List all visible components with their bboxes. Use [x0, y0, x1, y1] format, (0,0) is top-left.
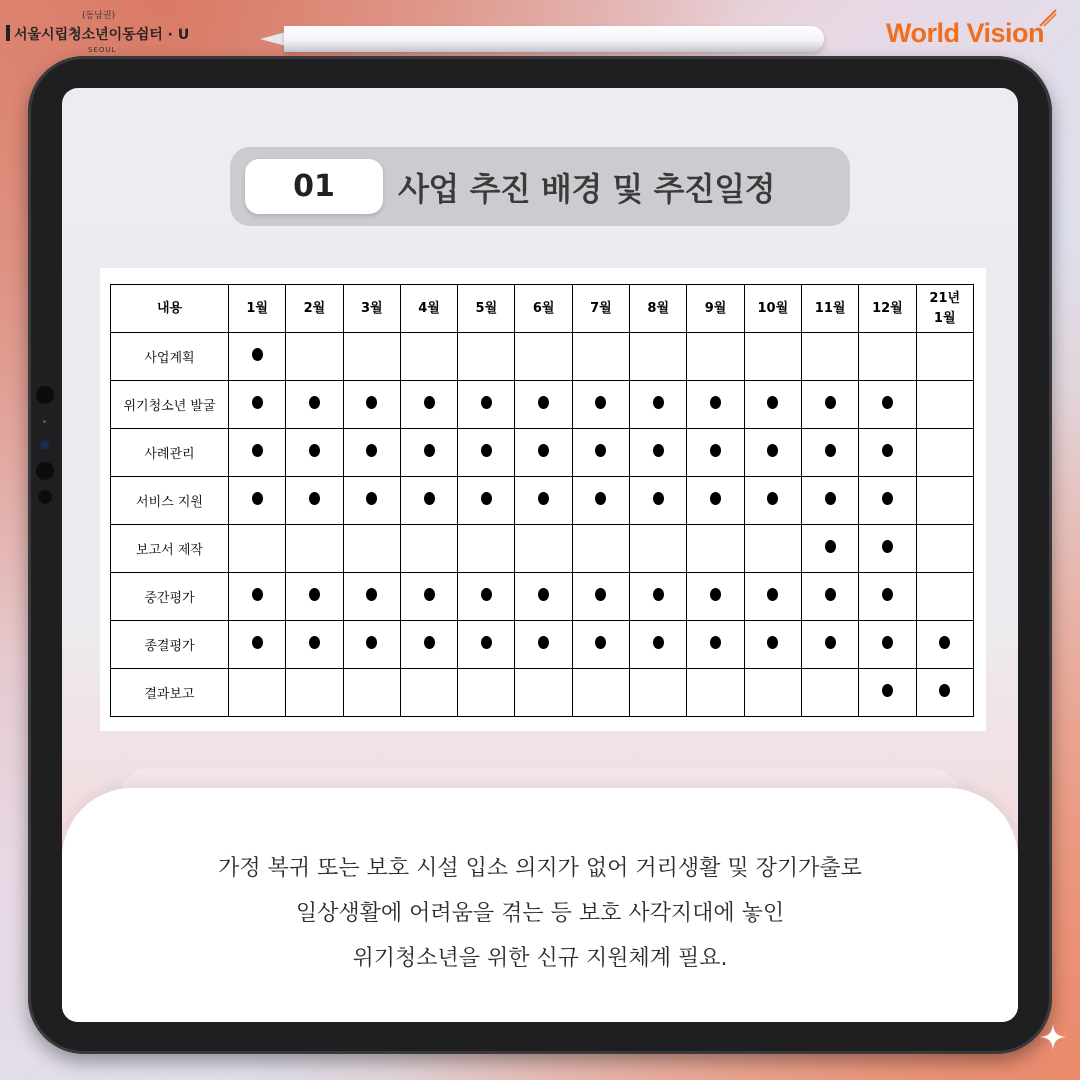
schedule-cell — [400, 429, 457, 477]
schedule-cell — [916, 333, 973, 381]
schedule-dot-icon — [366, 492, 377, 505]
world-vision-logo: World Vision — [886, 18, 1045, 48]
org-logo-text: 서울시립청소년이동쉼터 · U — [14, 27, 190, 43]
schedule-cell — [572, 333, 629, 381]
org-logo-sub: (동남권) — [82, 11, 116, 21]
schedule-cell — [744, 381, 801, 429]
row-label: 결과보고 — [111, 669, 229, 717]
schedule-dot-icon — [481, 636, 492, 649]
header-month: 3월 — [343, 285, 400, 333]
schedule-cell — [229, 381, 286, 429]
org-logo-seoul: SEOUL — [88, 46, 117, 54]
schedule-dot-icon — [309, 636, 320, 649]
schedule-cell — [343, 429, 400, 477]
schedule-cell — [687, 429, 744, 477]
schedule-dot-icon — [882, 444, 893, 457]
stylus-pencil — [260, 26, 825, 52]
schedule-cell — [286, 621, 343, 669]
org-logo-mark — [6, 25, 10, 41]
schedule-cell — [286, 573, 343, 621]
schedule-cell — [458, 525, 515, 573]
schedule-dot-icon — [710, 636, 721, 649]
schedule-cell — [687, 573, 744, 621]
schedule-cell — [916, 621, 973, 669]
schedule-cell — [630, 381, 687, 429]
schedule-cell — [744, 525, 801, 573]
schedule-cell — [343, 669, 400, 717]
schedule-dot-icon — [309, 492, 320, 505]
schedule-cell — [687, 477, 744, 525]
schedule-cell — [859, 477, 916, 525]
schedule-cell — [286, 477, 343, 525]
schedule-cell — [515, 525, 572, 573]
schedule-cell — [687, 333, 744, 381]
schedule-dot-icon — [767, 444, 778, 457]
table-row — [111, 621, 974, 669]
description-text — [62, 846, 1018, 981]
schedule-cell — [515, 573, 572, 621]
schedule-cell — [343, 525, 400, 573]
schedule-cell — [572, 429, 629, 477]
schedule-cell — [859, 333, 916, 381]
table-row — [111, 333, 974, 381]
schedule-cell — [916, 669, 973, 717]
schedule-cell — [343, 381, 400, 429]
schedule-cell — [400, 621, 457, 669]
schedule-dot-icon — [825, 636, 836, 649]
schedule-dot-icon — [309, 588, 320, 601]
schedule-cell — [400, 381, 457, 429]
schedule-cell — [630, 477, 687, 525]
section-number: 01 — [245, 159, 383, 214]
schedule-cell — [515, 477, 572, 525]
schedule-cell — [343, 333, 400, 381]
schedule-cell — [400, 477, 457, 525]
schedule-dot-icon — [825, 396, 836, 409]
schedule-cell — [744, 333, 801, 381]
schedule-dot-icon — [825, 540, 836, 553]
schedule-dot-icon — [767, 492, 778, 505]
row-label: 서비스 지원 — [111, 477, 229, 525]
header-month: 7월 — [572, 285, 629, 333]
schedule-cell — [458, 381, 515, 429]
schedule-dot-icon — [710, 492, 721, 505]
schedule-dot-icon — [252, 348, 263, 361]
schedule-cell — [572, 669, 629, 717]
schedule-cell — [515, 381, 572, 429]
schedule-dot-icon — [767, 588, 778, 601]
schedule-dot-icon — [252, 396, 263, 409]
schedule-cell — [572, 525, 629, 573]
schedule-dot-icon — [481, 492, 492, 505]
schedule-dot-icon — [366, 444, 377, 457]
schedule-cell — [630, 669, 687, 717]
row-label: 보고서 제작 — [111, 525, 229, 573]
schedule-dot-icon — [882, 492, 893, 505]
schedule-cell — [801, 621, 858, 669]
schedule-cell — [229, 525, 286, 573]
schedule-cell — [286, 525, 343, 573]
schedule-dot-icon — [252, 444, 263, 457]
schedule-dot-icon — [252, 636, 263, 649]
row-label: 사례관리 — [111, 429, 229, 477]
schedule-dot-icon — [825, 492, 836, 505]
schedule-cell — [801, 333, 858, 381]
schedule-cell — [916, 573, 973, 621]
schedule-dot-icon — [710, 588, 721, 601]
brand-spark-icon — [1038, 8, 1058, 28]
schedule-cell — [687, 381, 744, 429]
schedule-cell — [286, 669, 343, 717]
schedule-cell — [572, 477, 629, 525]
schedule-cell — [801, 429, 858, 477]
header-month: 12월 — [859, 285, 916, 333]
schedule-dot-icon — [481, 588, 492, 601]
table-header-row — [111, 285, 974, 333]
table-row — [111, 477, 974, 525]
schedule-cell — [572, 381, 629, 429]
row-label: 사업계획 — [111, 333, 229, 381]
header-month: 9월 — [687, 285, 744, 333]
schedule-cell — [515, 621, 572, 669]
stylus-tip — [260, 32, 286, 46]
schedule-dot-icon — [595, 444, 606, 457]
schedule-cell — [515, 669, 572, 717]
side-button-icon — [38, 490, 52, 504]
schedule-cell — [916, 525, 973, 573]
schedule-cell — [286, 429, 343, 477]
schedule-cell — [801, 525, 858, 573]
schedule-cell — [515, 333, 572, 381]
row-label: 종결평가 — [111, 621, 229, 669]
schedule-dot-icon — [252, 588, 263, 601]
header-month: 10월 — [744, 285, 801, 333]
schedule-dot-icon — [595, 588, 606, 601]
schedule-cell — [859, 429, 916, 477]
schedule-dot-icon — [252, 492, 263, 505]
side-button-icon — [36, 462, 54, 480]
schedule-cell — [744, 477, 801, 525]
schedule-cell — [400, 525, 457, 573]
header-month: 11월 — [801, 285, 858, 333]
row-label: 중간평가 — [111, 573, 229, 621]
schedule-dot-icon — [538, 636, 549, 649]
header-content: 내용 — [111, 285, 229, 333]
schedule-dot-icon — [882, 636, 893, 649]
schedule-dot-icon — [309, 396, 320, 409]
schedule-cell — [744, 621, 801, 669]
schedule-dot-icon — [424, 444, 435, 457]
schedule-cell — [687, 669, 744, 717]
schedule-dot-icon — [595, 492, 606, 505]
schedule-cell — [515, 429, 572, 477]
schedule-dot-icon — [882, 540, 893, 553]
schedule-cell — [801, 477, 858, 525]
schedule-dot-icon — [595, 636, 606, 649]
header-month: 6월 — [515, 285, 572, 333]
schedule-cell — [744, 669, 801, 717]
schedule-cell — [286, 333, 343, 381]
schedule-cell — [286, 381, 343, 429]
header-month: 8월 — [630, 285, 687, 333]
schedule-cell — [229, 429, 286, 477]
schedule-cell — [630, 525, 687, 573]
schedule-cell — [801, 381, 858, 429]
schedule-cell — [859, 621, 916, 669]
schedule-cell — [687, 621, 744, 669]
description-line: 가정 복귀 또는 보호 시설 입소 의지가 없어 거리생활 및 장기가출로 — [218, 856, 862, 881]
schedule-dot-icon — [939, 684, 950, 697]
schedule-dot-icon — [424, 492, 435, 505]
schedule-dot-icon — [882, 684, 893, 697]
schedule-dot-icon — [710, 396, 721, 409]
description-line: 일상생활에 어려움을 겪는 등 보호 사각지대에 놓인 — [295, 901, 785, 926]
header-month: 1월 — [229, 285, 286, 333]
schedule-cell — [458, 477, 515, 525]
side-button-icon — [40, 440, 50, 450]
schedule-dot-icon — [538, 588, 549, 601]
header-month: 4월 — [400, 285, 457, 333]
schedule-cell — [744, 573, 801, 621]
schedule-cell — [229, 477, 286, 525]
schedule-cell — [916, 477, 973, 525]
schedule-dot-icon — [825, 588, 836, 601]
schedule-cell — [859, 381, 916, 429]
section-title: 사업 추진 배경 및 추진일정 — [398, 169, 776, 208]
table-row — [111, 573, 974, 621]
table-row — [111, 429, 974, 477]
schedule-dot-icon — [366, 636, 377, 649]
schedule-dot-icon — [653, 492, 664, 505]
schedule-cell — [687, 525, 744, 573]
schedule-dot-icon — [767, 396, 778, 409]
schedule-dot-icon — [882, 588, 893, 601]
schedule-cell — [630, 429, 687, 477]
schedule-cell — [630, 621, 687, 669]
schedule-cell — [458, 669, 515, 717]
schedule-dot-icon — [767, 636, 778, 649]
schedule-table-card — [100, 268, 986, 731]
header-month: 2월 — [286, 285, 343, 333]
schedule-cell — [801, 669, 858, 717]
schedule-dot-icon — [366, 396, 377, 409]
schedule-cell — [859, 669, 916, 717]
org-logo-name — [6, 24, 189, 44]
schedule-cell — [572, 621, 629, 669]
header-month: 5월 — [458, 285, 515, 333]
schedule-cell — [229, 333, 286, 381]
schedule-cell — [916, 429, 973, 477]
sparkle-icon — [1040, 1024, 1066, 1050]
table-row — [111, 525, 974, 573]
schedule-dot-icon — [653, 444, 664, 457]
schedule-dot-icon — [825, 444, 836, 457]
schedule-dot-icon — [366, 588, 377, 601]
schedule-dot-icon — [653, 636, 664, 649]
side-button-icon — [36, 386, 54, 404]
table-row — [111, 669, 974, 717]
schedule-dot-icon — [882, 396, 893, 409]
schedule-cell — [458, 621, 515, 669]
schedule-cell — [859, 525, 916, 573]
schedule-dot-icon — [538, 444, 549, 457]
schedule-dot-icon — [653, 588, 664, 601]
schedule-cell — [630, 573, 687, 621]
schedule-cell — [229, 573, 286, 621]
side-dot-icon — [43, 420, 46, 423]
schedule-cell — [859, 573, 916, 621]
schedule-cell — [458, 573, 515, 621]
schedule-dot-icon — [538, 396, 549, 409]
description-line: 위기청소년을 위한 신규 지원체계 필요. — [352, 946, 728, 971]
schedule-cell — [916, 381, 973, 429]
schedule-cell — [572, 573, 629, 621]
schedule-dot-icon — [710, 444, 721, 457]
tablet-screen — [62, 88, 1018, 1022]
schedule-dot-icon — [653, 396, 664, 409]
schedule-cell — [458, 429, 515, 477]
schedule-cell — [458, 333, 515, 381]
schedule-cell — [801, 573, 858, 621]
schedule-dot-icon — [595, 396, 606, 409]
schedule-dot-icon — [424, 636, 435, 649]
table-row — [111, 381, 974, 429]
schedule-table — [110, 284, 974, 717]
schedule-dot-icon — [424, 396, 435, 409]
schedule-dot-icon — [309, 444, 320, 457]
schedule-cell — [343, 621, 400, 669]
schedule-dot-icon — [538, 492, 549, 505]
schedule-dot-icon — [939, 636, 950, 649]
stylus-body — [284, 26, 824, 52]
schedule-cell — [400, 573, 457, 621]
schedule-cell — [744, 429, 801, 477]
org-logo — [6, 8, 196, 60]
schedule-dot-icon — [424, 588, 435, 601]
schedule-dot-icon — [481, 396, 492, 409]
schedule-cell — [400, 669, 457, 717]
schedule-cell — [343, 477, 400, 525]
row-label: 위기청소년 발굴 — [111, 381, 229, 429]
header-month: 21년 1월 — [916, 285, 973, 333]
schedule-cell — [229, 669, 286, 717]
schedule-cell — [343, 573, 400, 621]
schedule-cell — [229, 621, 286, 669]
schedule-cell — [630, 333, 687, 381]
schedule-cell — [400, 333, 457, 381]
schedule-dot-icon — [481, 444, 492, 457]
